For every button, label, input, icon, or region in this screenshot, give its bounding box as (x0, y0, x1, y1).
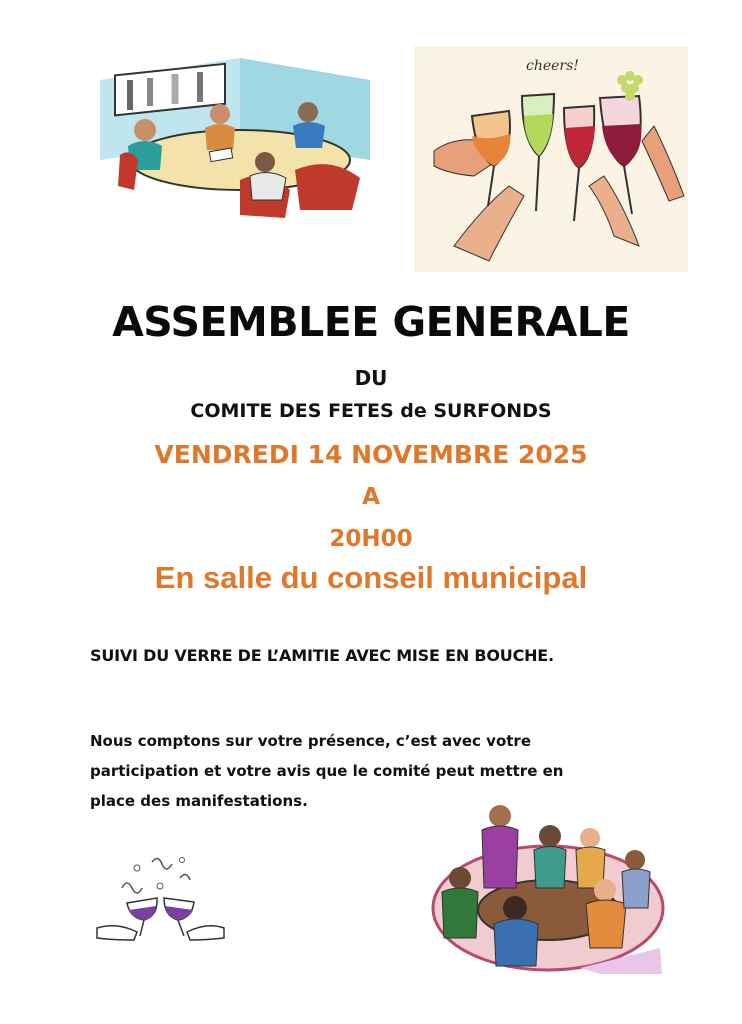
follow-up-note: SUIVI DU VERRE DE L’AMITIE AVEC MISE EN BOUCHE. (90, 646, 554, 665)
event-date: VENDREDI 14 NOVEMBRE 2025 (154, 440, 588, 469)
du-label: DU (354, 366, 388, 390)
event-time: 20H00 (329, 526, 413, 552)
cheers-illustration (414, 46, 688, 272)
invitation-message: Nous comptons sur votre présence, c’est avec votre participation et votre avis que le comité peut mettre en place des manifestations. (90, 732, 564, 810)
at-label: A (362, 484, 380, 510)
cheers-label: cheers! (526, 58, 579, 74)
wine-toast-illustration (92, 848, 227, 946)
event-location: En salle du conseil municipal (154, 560, 588, 595)
round-table-group-illustration (430, 798, 665, 976)
page-title: ASSEMBLEE GENERALE (112, 298, 630, 346)
organization-name: COMITE DES FETES de SURFONDS (190, 400, 552, 422)
meeting-room-illustration (90, 50, 375, 222)
